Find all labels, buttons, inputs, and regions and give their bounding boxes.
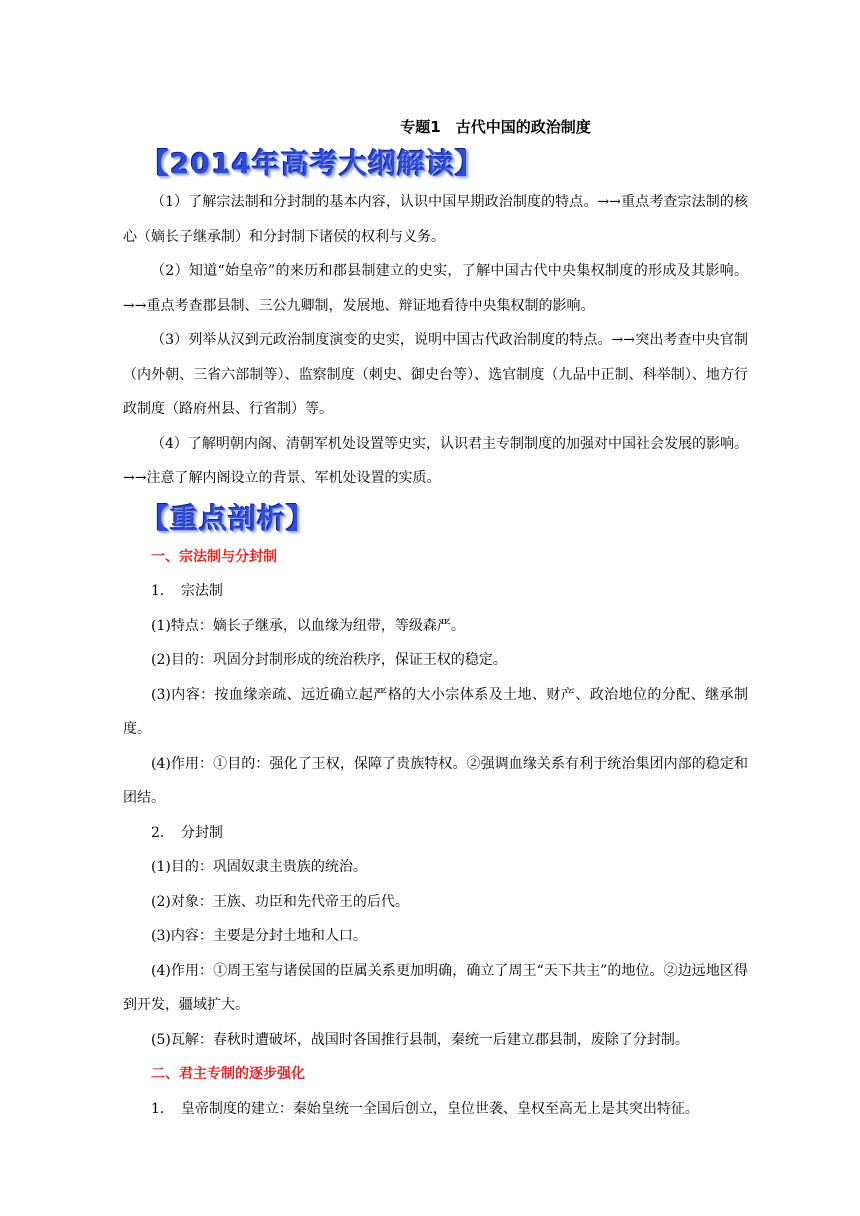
- fenfeng-item-5: (5)瓦解：春秋时遭破坏，战国时各国推行县制，秦统一后建立郡县制，废除了分封制。: [151, 1031, 689, 1048]
- outline-paragraph-1: （1）了解宗法制和分封制的基本内容，认识中国早期政治制度的特点。→→重点考查宗法制的核心（嫡长子继承制）和分封制下诸侯的权利与义务。: [123, 194, 748, 245]
- zongfa-item-1: (1)特点：嫡长子继承，以血缘为纽带，等级森严。: [151, 617, 465, 634]
- outline-paragraph-2: （2）知道“始皇帝”的来历和郡县制建立的史实，了解中国古代中央集权制度的形成及其影响。→→重点考查郡县制、三公九卿制，发展地、辩证地看待中央集权制的影响。: [123, 263, 748, 314]
- fenfeng-item-1: (1)目的：巩固奴隶主贵族的统治。: [151, 859, 367, 875]
- section-heading-1: 一、宗法制与分封制: [151, 548, 277, 565]
- subheading-fenfeng: 2． 分封制: [151, 824, 223, 841]
- subheading-zongfa: 1． 宗法制: [151, 583, 223, 599]
- fenfeng-item-2: (2)对象：王族、功臣和先代帝王的后代。: [151, 893, 409, 910]
- key-analysis-banner: 【重点剖析】: [141, 501, 316, 535]
- emperor-system-item-1: 1． 皇帝制度的建立：秦始皇统一全国后创立，皇位世袭、皇权至高无上是其突出特征。: [151, 1100, 699, 1117]
- outline-banner: 【2014年高考大纲解读】: [141, 147, 484, 180]
- zongfa-item-3: (3)内容：按血缘亲疏、远近确立起严格的大小宗体系及土地、财产、政治地位的分配、继承制度。: [123, 686, 748, 737]
- fenfeng-item-4: (4)作用：①周王室与诸侯国的臣属关系更加明确，确立了周王“天下共主”的地位。②边远地区得到开发，疆域扩大。: [123, 962, 748, 1013]
- document-title: 专题1 古代中国的政治制度: [400, 118, 591, 136]
- outline-paragraph-3: （3）列举从汉到元政治制度演变的史实，说明中国古代政治制度的特点。→→突出考查中央官制（内外朝、三省六部制等）、监察制度（刺史、御史台等）、选官制度（九品中正制、科举制）、地方行政制度（路府州县、行省制）等。: [123, 332, 748, 417]
- document-body: [123, 116, 748, 1126]
- fenfeng-item-3: (3)内容：主要是分封土地和人口。: [151, 928, 367, 944]
- section-heading-2: 二、君主专制的逐步强化: [151, 1066, 305, 1082]
- outline-paragraph-4: （4）了解明朝内阁、清朝军机处设置等史实，认识君主专制制度的加强对中国社会发展的影响。→→注意了解内阁设立的背景、军机处设置的实质。: [123, 435, 748, 486]
- zongfa-item-2: (2)目的：巩固分封制形成的统治秩序，保证王权的稳定。: [151, 652, 507, 668]
- zongfa-item-4: (4)作用：①目的：强化了王权，保障了贵族特权。②强调血缘关系有利于统治集团内部的稳定和团结。: [123, 755, 748, 806]
